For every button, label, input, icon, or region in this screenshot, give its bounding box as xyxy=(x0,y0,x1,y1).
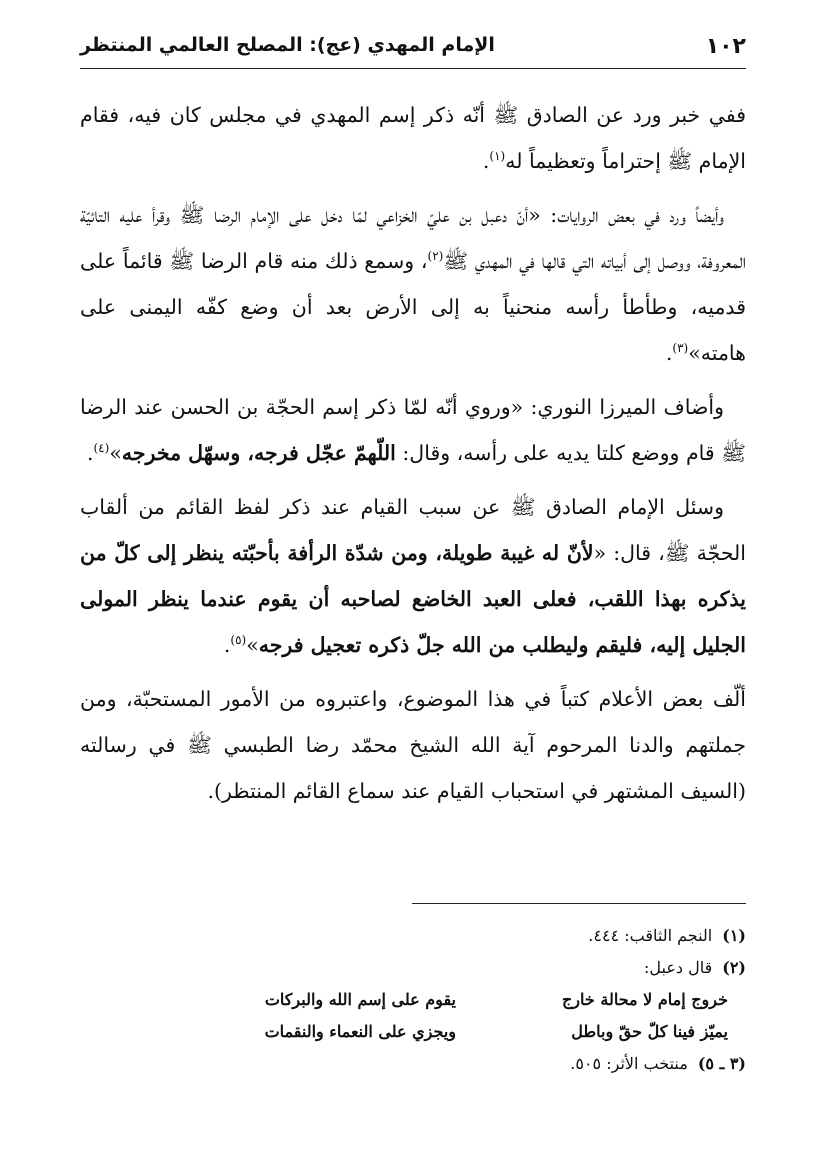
paragraph-4-quote: لأنّ له غيبة طويلة، ومن شدّة الرأفة بأحبّته ينظر إلى كلّ من يذكره بهذا اللقب، فعلى العبد الخاضع لصاحبه أن يقوم عندما ينظر المولى الجليل إليه، فليقم وليطلب من الله جلّ ذكره تعجيل فرجه xyxy=(80,541,746,657)
page-header xyxy=(80,28,746,69)
paragraph-1 xyxy=(80,92,746,184)
footnote-3 xyxy=(80,1048,746,1080)
verse-2-second-hemistich: ويجزي على النعماء والنقمات xyxy=(264,1022,456,1041)
verse-2-first-hemistich: يميّز فينا كلّ حقّ وباطل xyxy=(571,1022,728,1041)
page-number: ١٠٢ xyxy=(705,34,746,59)
footnote-2-number: (٢) xyxy=(722,958,746,977)
footnote-ref-5: (٥) xyxy=(230,633,247,648)
paragraph-2-text-2: ، وسمع ذلك منه قام الرضا ﷺ قائماً على قدميه، وطأطأ رأسه منحنياً به إلى الأرض بعد أن وضع كفّه اليمنى على هامته» xyxy=(80,249,746,365)
paragraph-2-end: . xyxy=(665,341,673,365)
paragraph-3-text: وأضاف الميرزا النوري: «وروي أنّه لمّا ذكر إسم الحجّة بن الحسن عند الرضا ﷺ قام ووضع كلتا يديه على رأسه، وقال: xyxy=(80,395,746,465)
paragraph-2-text: وأيضاً ورد في بعض الروايات: «أنّ دعبل بن عليّ الخزاعي لمّا دخل على الإمام الرضا ﷺ وقرأ عليه التائيّة المعروفة، ووصل إلى أبياته التي قالها في المهدي ﷺ xyxy=(80,203,746,273)
verse-1-second-hemistich: يقوم على إسم الله والبركات xyxy=(264,990,456,1009)
paragraph-3-close: » xyxy=(109,441,122,465)
footnote-1-text: النجم الثاقب: ٤٤٤. xyxy=(588,926,713,945)
paragraph-4-text: وسئل الإمام الصادق ﷺ عن سبب القيام عند ذكر لفظ القائم من ألقاب الحجّة ﷺ، قال: « xyxy=(80,495,747,565)
footnote-3-text: منتخب الأثر: ٥٠٥. xyxy=(570,1054,688,1073)
body-text xyxy=(80,92,746,822)
footnote-ref-1: (١) xyxy=(489,149,506,164)
footnote-1-number: (١) xyxy=(722,926,746,945)
paragraph-3-end: . xyxy=(86,441,94,465)
verse-1-first-hemistich: خروج إمام لا محالة خارج xyxy=(561,990,728,1009)
footnote-2 xyxy=(80,952,746,984)
paragraph-4 xyxy=(80,484,746,668)
footnote-2-text: قال دعبل: xyxy=(644,958,713,977)
paragraph-4-end: . xyxy=(223,633,231,657)
footnote-1 xyxy=(80,920,746,952)
paragraph-3 xyxy=(80,384,746,476)
paragraph-4-close: » xyxy=(246,633,259,657)
running-title: الإمام المهدي (عج): المصلح العالمي المنتظر xyxy=(80,34,495,56)
footnotes xyxy=(80,920,746,1080)
footnote-ref-4: (٤) xyxy=(93,441,110,456)
footnote-ref-2: (٢) xyxy=(427,249,444,264)
verse-line-1 xyxy=(80,984,746,1016)
footnote-ref-3: (٣) xyxy=(672,341,689,356)
verse-line-2 xyxy=(80,1016,746,1048)
paragraph-5 xyxy=(80,676,746,814)
paragraph-1-text: ففي خبر ورد عن الصادق ﷺ أنّه ذكر إسم المهدي في مجلس كان فيه، فقام الإمام ﷺ إحتراماً وتعظيماً له xyxy=(80,103,746,173)
paragraph-1-end: . xyxy=(482,149,490,173)
footnote-3-number: (٣ ـ ٥) xyxy=(697,1054,746,1073)
paragraph-5-text: ألّف بعض الأعلام كتباً في هذا الموضوع، واعتبروه من الأمور المستحبّة، ومن جملتهم والدنا المرحوم آية الله الشيخ محمّد رضا الطبسي ﷺ في رسالته (السيف المشتهر في استحباب القيام عند سماع القائم المنتظر). xyxy=(80,687,746,803)
paragraph-3-prayer: اللّهمّ عجّل فرجه، وسهّل مخرجه xyxy=(121,441,396,465)
paragraph-2 xyxy=(80,192,746,376)
footnote-divider xyxy=(412,903,746,904)
